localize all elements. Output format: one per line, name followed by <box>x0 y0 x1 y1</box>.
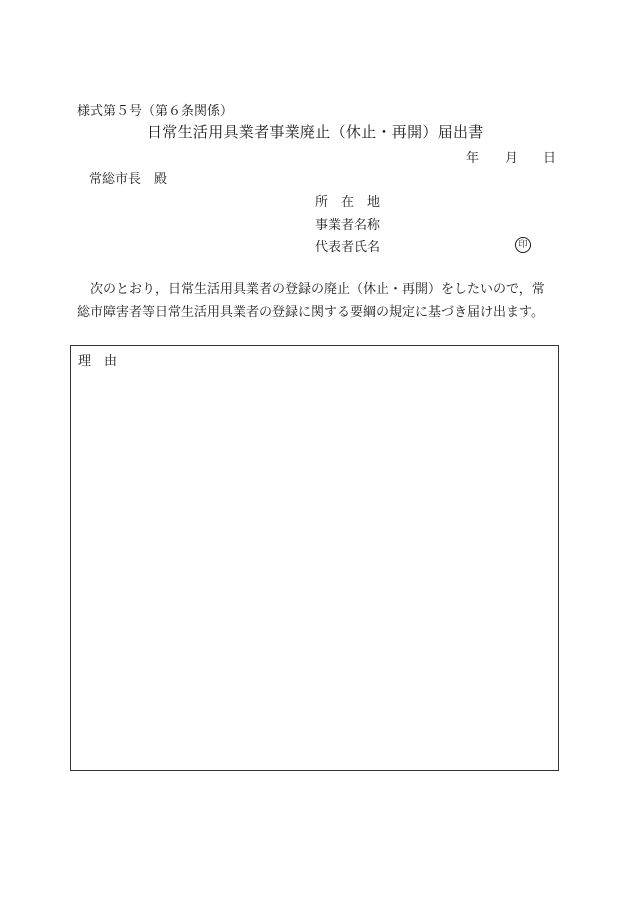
form-number: 様式第５号（第６条関係） <box>77 104 234 119</box>
date-day-label: 日 <box>543 151 557 166</box>
date-month-label: 月 <box>505 151 519 166</box>
date-year-label: 年 <box>466 151 480 166</box>
document-title: 日常生活用具業者事業廃止（休止・再開）届出書 <box>147 123 484 141</box>
seal-mark: 印 <box>515 237 531 253</box>
reason-box[interactable] <box>70 345 559 771</box>
addressee: 常総市長 殿 <box>89 172 168 187</box>
reason-label: 理 由 <box>78 354 118 369</box>
body-line: 次のとおり，日常生活用具業者の登録の廃止（休止・再開）をしたいので，常 <box>90 282 545 297</box>
business-name-label: 事業者名称 <box>315 218 381 233</box>
representative-label: 代表者氏名 <box>315 240 381 255</box>
address-label: 所 在 地 <box>315 195 381 210</box>
body-statement <box>77 278 561 324</box>
body-line: 総市障害者等日常生活用具業者の登録に関する要綱の規定に基づき届け出ます。 <box>77 305 544 320</box>
